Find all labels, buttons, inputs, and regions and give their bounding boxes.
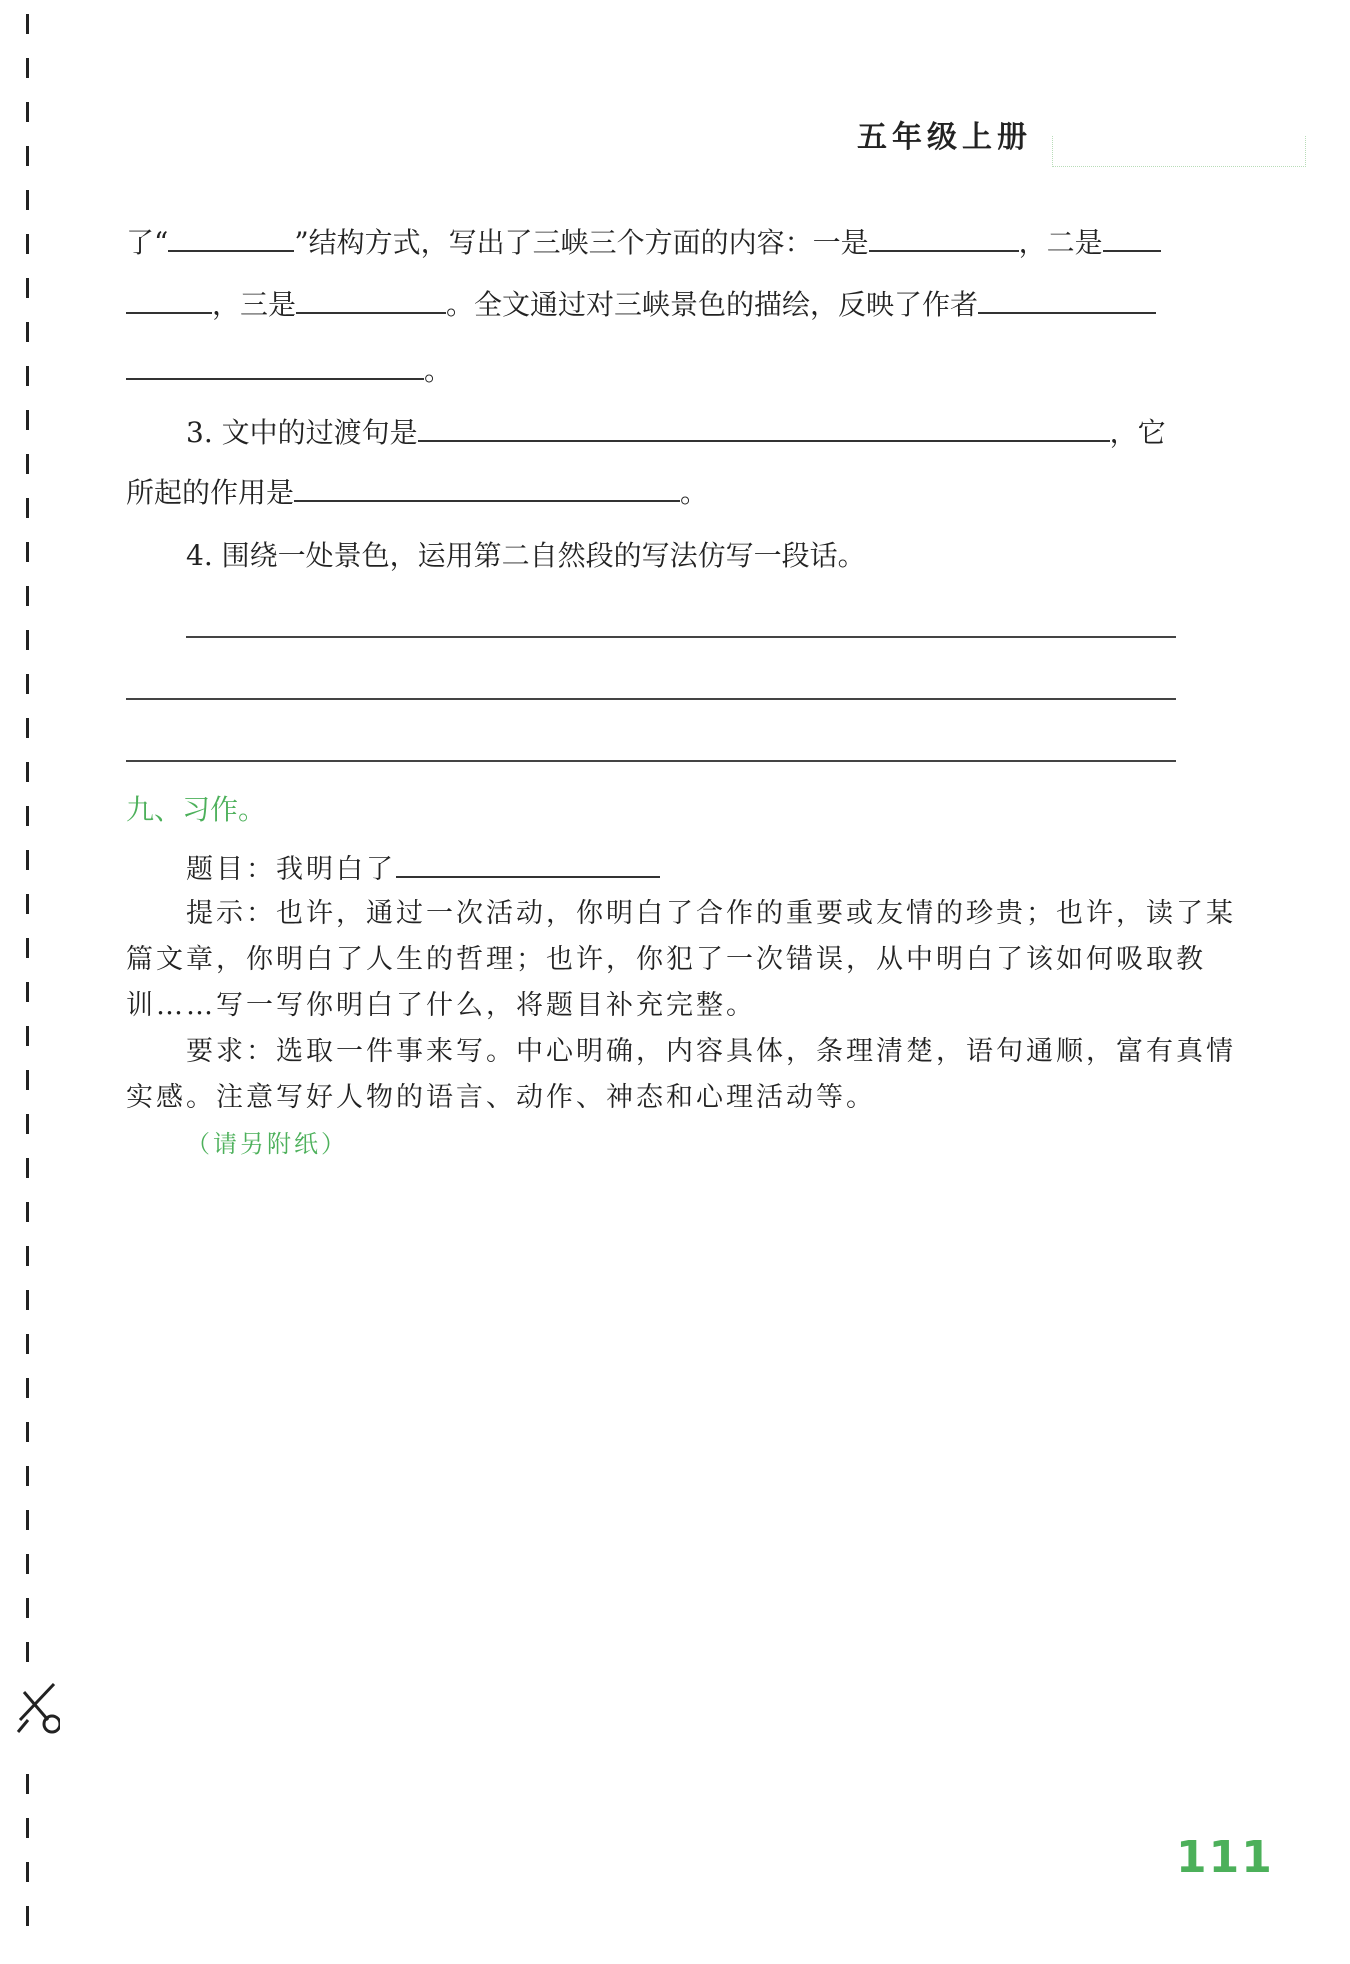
q2-text-b: ”结构方式，写出了三峡三个方面的内容：一是	[294, 226, 869, 259]
hint-text: 训……写一写你明白了什么，将题目补充完整。	[126, 990, 756, 1021]
hint-line-1	[186, 894, 1236, 934]
answer-blank[interactable]	[978, 284, 1156, 314]
essay-topic-text: 题目：我明白了	[186, 854, 396, 885]
cut-dash	[26, 1598, 29, 1618]
cut-dash	[26, 278, 29, 298]
essay-topic	[186, 848, 660, 890]
requirement-text: 要求：选取一件事来写。中心明确，内容具体，条理清楚，语句通顺，富有真情	[186, 1036, 1236, 1067]
q4-question	[186, 536, 866, 576]
q3-text-d: 。	[680, 476, 709, 509]
answer-blank[interactable]	[418, 412, 1110, 442]
q3-question: 3. 文中的过渡句是	[186, 416, 418, 449]
cut-dash	[26, 1070, 29, 1090]
cut-dash	[26, 542, 29, 562]
answer-blank[interactable]	[168, 222, 294, 252]
cut-dash	[26, 410, 29, 430]
cut-dash	[26, 102, 29, 122]
cut-dash	[26, 1422, 29, 1442]
section-title: 九、习作。	[126, 793, 267, 826]
hint-line-3	[126, 986, 756, 1026]
cut-dash	[26, 674, 29, 694]
cut-dash	[26, 1642, 29, 1662]
q2-text-e: 。全文通过对三峡景色的描绘，反映了作者	[446, 288, 979, 321]
cut-dash	[26, 982, 29, 1002]
q2-line-1	[126, 222, 1161, 263]
answer-blank[interactable]	[1103, 222, 1161, 252]
requirement-text: 实感。注意写好人物的语言、动作、神态和心理活动等。	[126, 1082, 876, 1113]
grade-label: 五年级上册	[857, 120, 1032, 155]
answer-blank[interactable]	[869, 222, 1019, 252]
cut-dash	[26, 14, 29, 34]
writing-line[interactable]	[126, 760, 1176, 762]
cut-dash	[26, 1114, 29, 1134]
cut-dash	[26, 1334, 29, 1354]
attach-note-text: （请另附纸）	[186, 1130, 348, 1158]
q3-text-b: ，它	[1109, 416, 1166, 449]
cut-dash	[26, 1774, 29, 1794]
cut-dash	[26, 1202, 29, 1222]
cut-dash	[26, 850, 29, 870]
cut-dash	[26, 1510, 29, 1530]
writing-line[interactable]	[126, 698, 1176, 700]
cut-dash	[26, 1862, 29, 1882]
q3-text-c: 所起的作用是	[126, 476, 295, 509]
answer-blank[interactable]	[296, 284, 446, 314]
cut-dash	[26, 586, 29, 606]
cut-dash	[26, 58, 29, 78]
cut-dash	[26, 146, 29, 166]
q2-text-end: 。	[424, 354, 453, 387]
answer-blank[interactable]	[126, 350, 424, 380]
essay-title-blank[interactable]	[396, 848, 660, 878]
answer-blank[interactable]	[126, 284, 212, 314]
cut-dash	[26, 498, 29, 518]
cut-dash	[26, 454, 29, 474]
cut-dash	[26, 234, 29, 254]
requirement-line-2	[126, 1078, 876, 1118]
cut-dash	[26, 806, 29, 826]
q2-text-d: ，三是	[212, 288, 297, 321]
hint-line-2	[126, 940, 1206, 980]
cut-dash	[26, 1378, 29, 1398]
cut-dash	[26, 938, 29, 958]
cut-dash	[26, 322, 29, 342]
cut-dash	[26, 718, 29, 738]
cut-dash	[26, 630, 29, 650]
cut-dash	[26, 1906, 29, 1926]
q2-line-3	[126, 350, 452, 391]
cut-line	[26, 0, 30, 1964]
hint-text: 提示：也许，通过一次活动，你明白了合作的重要或友情的珍贵；也许，读了某	[186, 898, 1236, 929]
cut-dash	[26, 190, 29, 210]
cut-dash	[26, 366, 29, 386]
cut-dash	[26, 1554, 29, 1574]
q2-text-a: 了“	[126, 226, 169, 259]
cut-dash	[26, 1818, 29, 1838]
q3-line-2	[126, 472, 708, 513]
hint-text: 篇文章，你明白了人生的哲理；也许，你犯了一次错误，从中明白了该如何吸取教	[126, 944, 1206, 975]
scissors-icon	[14, 1680, 60, 1736]
writing-line[interactable]	[186, 636, 1176, 638]
attach-note	[186, 1124, 348, 1164]
header-box	[1052, 136, 1306, 167]
cut-dash	[26, 894, 29, 914]
cut-dash	[26, 1466, 29, 1486]
cut-dash	[26, 1246, 29, 1266]
q2-text-c: ，二是	[1018, 226, 1103, 259]
cut-dash	[26, 1290, 29, 1310]
q2-line-2	[126, 284, 1156, 325]
q3-line-1	[186, 412, 1166, 453]
cut-dash	[26, 1158, 29, 1178]
answer-blank[interactable]	[294, 472, 680, 502]
cut-dash	[26, 1026, 29, 1046]
q4-text: 4. 围绕一处景色，运用第二自然段的写法仿写一段话。	[186, 539, 866, 572]
page-number: 111	[1176, 1832, 1274, 1883]
cut-dash	[26, 762, 29, 782]
requirement-line-1	[186, 1032, 1236, 1072]
